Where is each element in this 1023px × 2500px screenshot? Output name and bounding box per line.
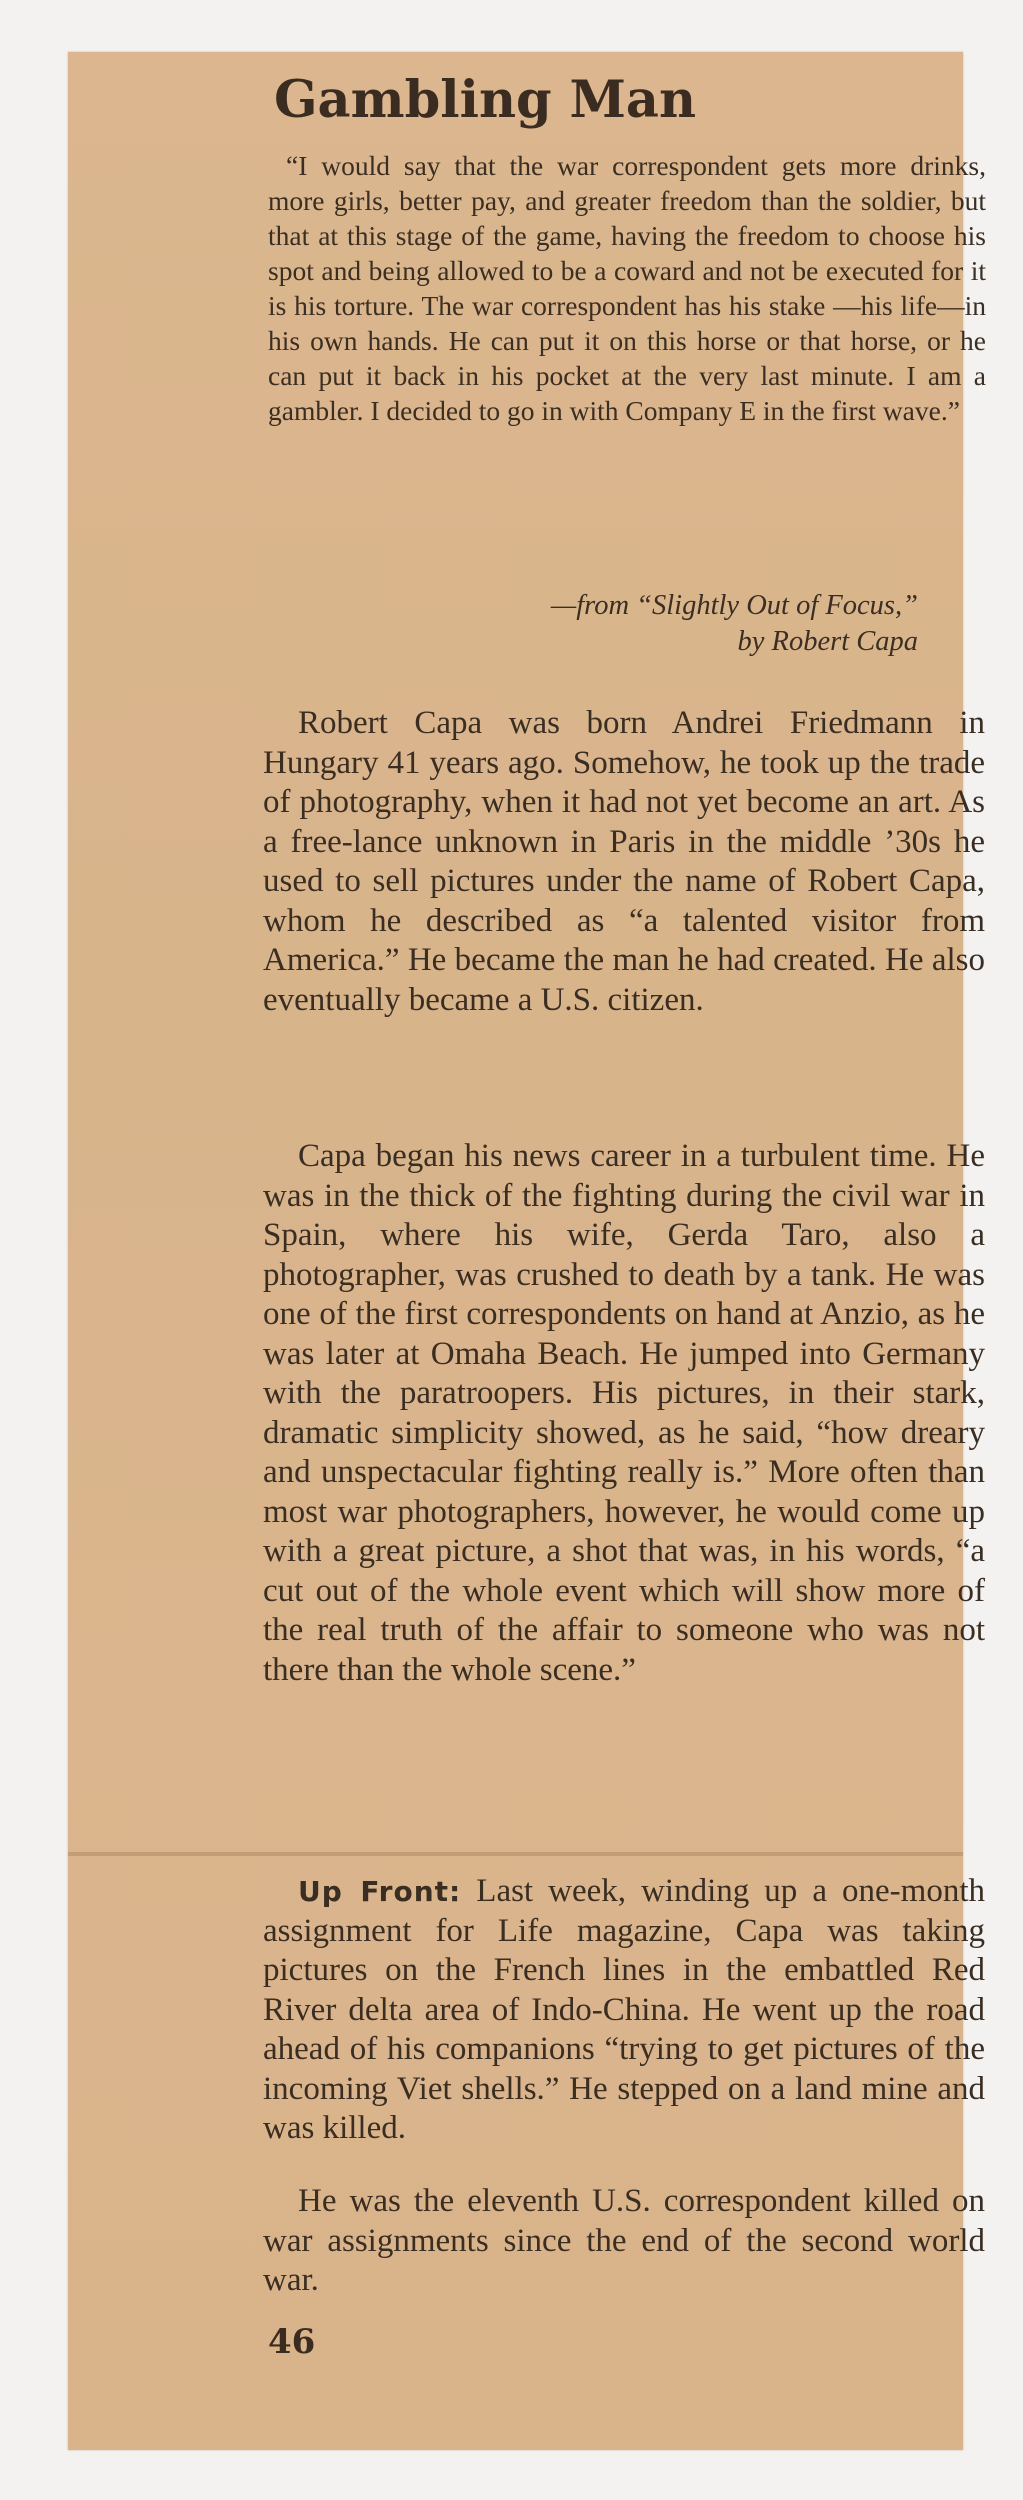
paragraph-text: Last week, winding up a one-month assignment for Life magazine, Capa was taking pictures on the French lines in the embattled Red River delta area of Indo-China. He went up the road ahead of his companions “trying to get pictures of the incoming Viet shells.” He stepped on a land mine and was killed. xyxy=(263,1873,985,2146)
body-paragraph: He was the eleventh U.S. correspondent killed on war assignments since the end of the second world war. xyxy=(263,2183,985,2298)
attribution-author: by Robert Capa xyxy=(737,626,918,657)
body-paragraph: Robert Capa was born Andrei Friedmann in Hungary 41 years ago. Somehow, he took up the trade of photography, when it had not yet become an art. As a free-lance unknown in Paris in the middle ’30s he used to sell pictures under the name of Robert Capa, whom he described as “a talented visitor from America.” He became the man he had created. He also eventually became a U.S. citizen. xyxy=(263,705,985,1018)
body-paragraph-up-front xyxy=(263,1872,985,2149)
quote-attribution xyxy=(418,588,918,660)
page-number: 46 xyxy=(268,2322,316,2362)
body-paragraph: Capa began his news career in a turbulent time. He was in the thick of the fighting during the civil war in Spain, where his wife, Gerda Taro, also a photographer, was crushed to death by a tank. He was one of the first correspondents on hand at Anzio, as he was later at Omaha Beach. He jumped into Germany with the paratroopers. His pictures, in their stark, dramatic simplicity showed, as he said, “how dreary and unspectacular fighting really is.” More often than most war photographers, however, he would come up with a great picture, a shot that was, in his words, “a cut out of the whole event which will show more of the real truth of the affair to someone who was not there than the whole scene.” xyxy=(263,1138,985,1688)
attribution-source: —from “Slightly Out of Focus,” xyxy=(550,590,918,621)
article-headline: Gambling Man xyxy=(274,70,697,130)
epigraph-quote: “I would say that the war correspondent gets more drinks, more girls, better pay, and greater freedom than the soldier, but that at this stage of the game, having the freedom to choose his spot and being allowed to be a coward and not be executed for it is his torture. The war correspondent has his stake —his life—in his own hands. He can put it on this horse or that horse, or he can put it back in his pocket at the very last minute. I am a gambler. I decided to go in with Company E in the first wave.” xyxy=(268,150,986,426)
newspaper-clipping xyxy=(68,52,986,2450)
run-in-heading: Up Front: xyxy=(298,1875,462,1908)
